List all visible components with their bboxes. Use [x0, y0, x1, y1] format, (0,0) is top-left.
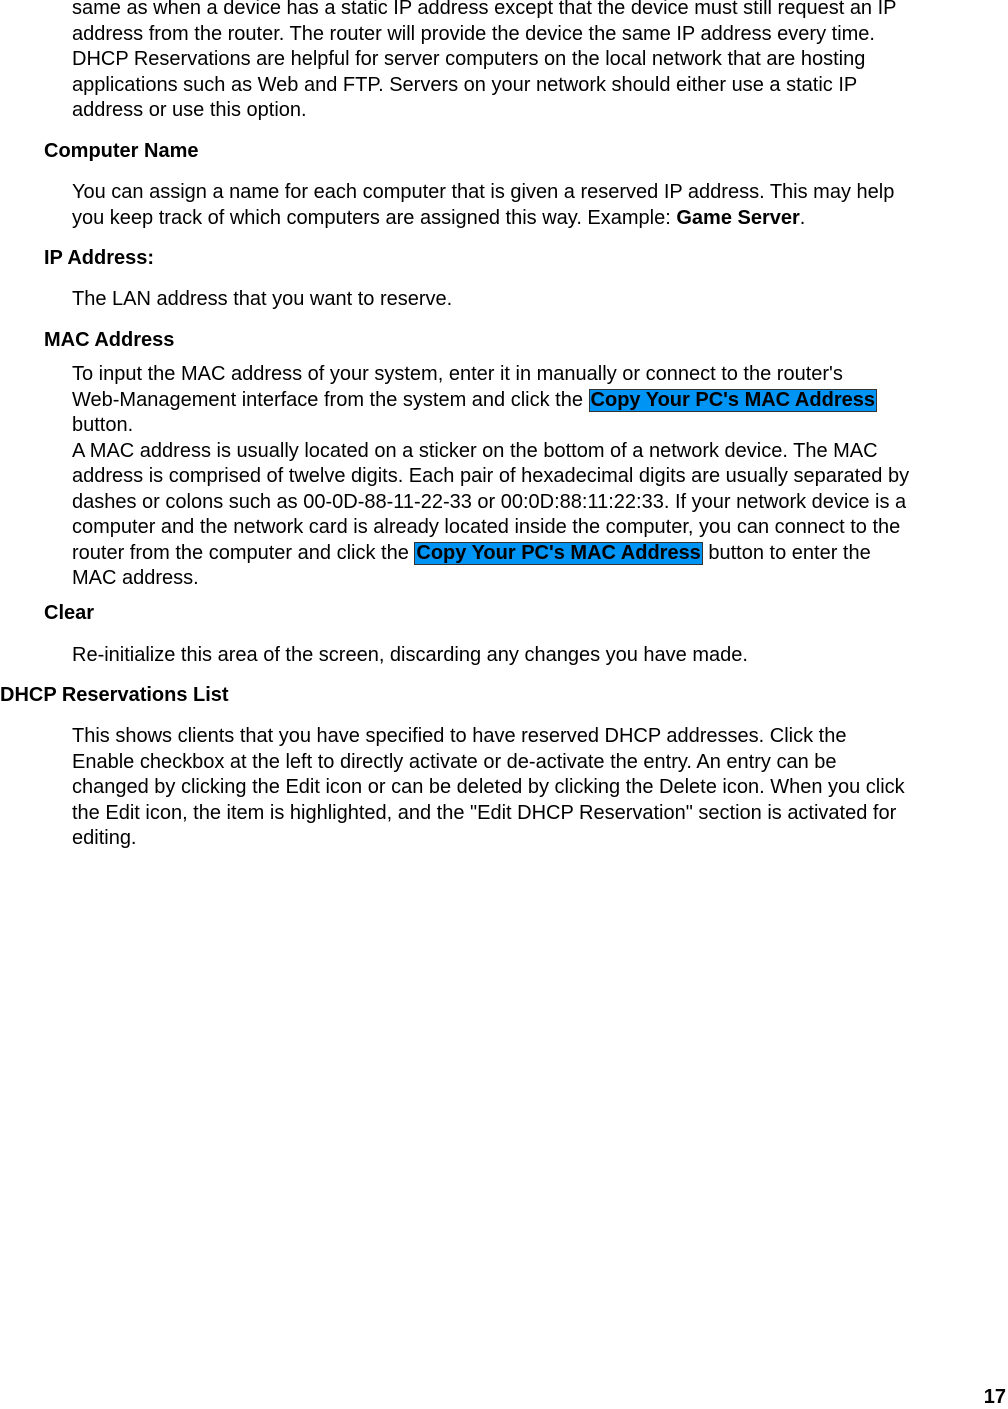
mac-text: router from the computer and click the — [72, 541, 415, 564]
reservations-line: changed by clicking the Edit icon or can be deleted by clicking the Delete icon. When you click — [72, 776, 905, 798]
mac-address-description — [72, 362, 1008, 592]
mac-line — [72, 541, 1008, 567]
clear-description: Re-initialize this area of the screen, discarding any changes you have made. — [72, 644, 748, 666]
copy-mac-address-button[interactable]: Copy Your PC's MAC Address — [590, 388, 875, 411]
computer-name-line: You can assign a name for each computer that is given a reserved IP address. This may help — [72, 181, 895, 203]
computer-name-heading: Computer Name — [44, 140, 199, 162]
mac-line: MAC address. — [72, 567, 199, 589]
reservations-line: the Edit icon, the item is highlighted, and the "Edit DHCP Reservation" section is activated for — [72, 801, 897, 824]
mac-line: A MAC address is usually located on a sticker on the bottom of a network device. The MAC — [72, 439, 878, 462]
computer-name-text: . — [799, 206, 806, 229]
computer-name-description — [72, 180, 1008, 231]
intro-line: address from the router. The router will provide the device the same IP address every time. — [72, 22, 875, 45]
ip-address-description: The LAN address that you want to reserve. — [72, 288, 453, 310]
clear-heading: Clear — [44, 602, 95, 624]
reservations-list-description — [72, 724, 1008, 852]
reservations-list-heading: DHCP Reservations List — [0, 684, 229, 706]
reservations-line: This shows clients that you have specified to have reserved DHCP addresses. Click the — [72, 725, 847, 747]
intro-line: same as when a device has a static IP address except that the device must still request an IP — [72, 0, 897, 19]
page-number: 17 — [983, 1386, 1006, 1408]
mac-line: computer and the network card is already located inside the computer, you can connect to the — [72, 516, 901, 538]
intro-line: DHCP Reservations are helpful for server computers on the local network that are hosting — [72, 48, 866, 70]
reservations-line: Enable checkbox at the left to directly activate or de-activate the entry. An entry can be — [72, 750, 837, 773]
mac-line: To input the MAC address of your system, enter it in manually or connect to the router's — [72, 363, 843, 385]
mac-line: button. — [72, 414, 134, 436]
reservations-line: editing. — [72, 827, 137, 849]
mac-text: button to enter the — [702, 541, 871, 564]
mac-text: Web-Management interface from the system and click the — [72, 388, 589, 411]
intro-paragraph — [72, 0, 1008, 124]
computer-name-line — [72, 206, 1008, 232]
intro-line: address or use this option. — [72, 99, 307, 121]
mac-line — [72, 388, 1008, 414]
copy-mac-address-button[interactable]: Copy Your PC's MAC Address — [416, 541, 701, 564]
computer-name-text: you keep track of which computers are assigned this way. Example: — [72, 206, 677, 229]
mac-address-heading: MAC Address — [44, 329, 175, 351]
ip-address-heading: IP Address: — [44, 247, 155, 269]
mac-line: address is comprised of twelve digits. Each pair of hexadecimal digits are usually separated by — [72, 465, 910, 487]
mac-line: dashes or colons such as 00-0D-88-11-22-33 or 00:0D:88:11:22:33. If your network device is a — [72, 490, 907, 513]
example-value: Game Server — [676, 206, 800, 229]
intro-line: applications such as Web and FTP. Servers on your network should either use a static IP — [72, 73, 858, 96]
